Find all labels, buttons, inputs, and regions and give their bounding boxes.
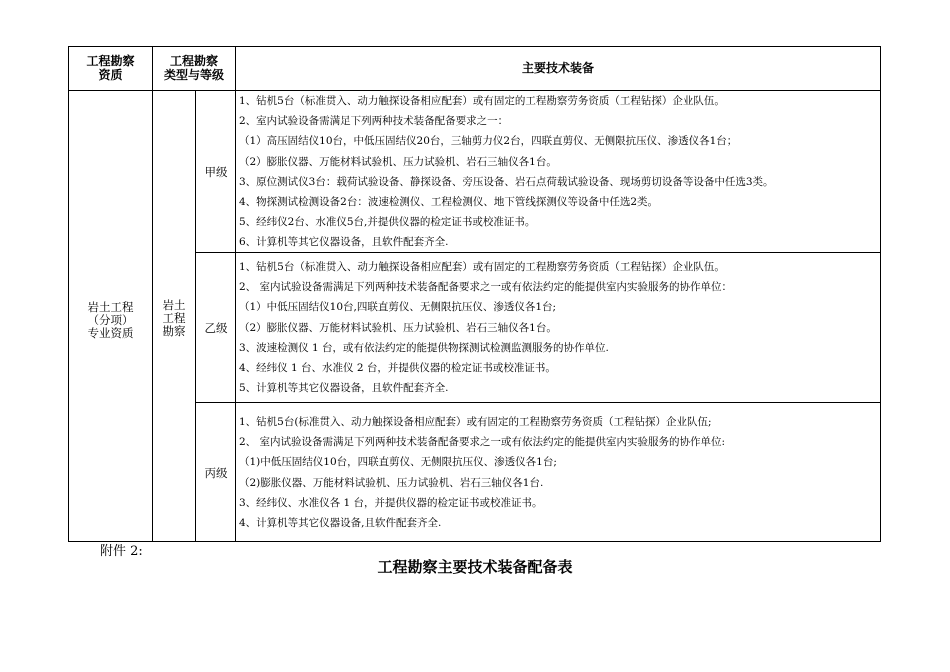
requirement-line: 4、物探测试检测设备2台：波速检测仪、工程检测仪、地下管线探测仪等设备中任选2类。 <box>239 195 659 208</box>
row-divider <box>195 402 880 403</box>
qualification-cell: 岩土工程 （分项） 专业资质 <box>87 300 134 340</box>
header-type-grade: 工程勘察 类型与等级 <box>163 54 224 82</box>
requirement-line: （2)膨胀仪器、万能材料试验机、压力试验机、岩石三轴仪各1台. <box>239 476 544 489</box>
grade-c-requirements <box>239 412 879 533</box>
type-cell: 岩土 工程 勘察 <box>162 298 186 338</box>
requirement-line: 2、 室内试验设备需满足下列两种技术装备配备要求之一或有依法约定的能提供室内实验服务的协作单位： <box>239 281 733 294</box>
requirement-line: 5、经纬仪2台、水准仪5台,并提供仪器的检定证书或校准证书。 <box>239 216 536 229</box>
requirement-line: 2、 室内试验设备需满足下列两种技术装备配备要求之一或有依法约定的能提供室内实验服务的协作单位: <box>239 436 726 449</box>
requirement-line: 4、经纬仪 1 台、水准仪 2 台，并提供仪器的检定证书或校准证书。 <box>239 361 556 374</box>
requirement-line: 3、原位测试仪3台：载荷试验设备、静探设备、旁压设备、岩石点荷载试验设备、现场剪切设备等设备中任选3类。 <box>239 175 774 188</box>
requirement-line: 2、室内试验设备需满足下列两种技术装备配备要求之一： <box>239 115 509 128</box>
grade-label-a: 甲级 <box>204 165 228 179</box>
requirement-line: 3、波速检测仪 1 台，或有依法约定的能提供物探测试检测监测服务的协作单位. <box>239 341 609 354</box>
requirement-line: 6、计算机等其它仪器设备，且软件配套齐全. <box>239 236 449 249</box>
requirement-line: （1）中低压固结仪10台,四联直剪仪、无侧限抗压仪、渗透仪各1台; <box>239 301 557 314</box>
annex-title: 工程勘察主要技术装备配备表 <box>377 558 573 576</box>
requirement-line: 1、钻机5台(标准贯入、动力触探设备相应配套）或有固定的工程勘察劳务资质（工程钻探）企业队伍; <box>239 416 712 428</box>
grade-label-b: 乙级 <box>204 321 228 335</box>
requirement-line: （1）高压固结仪10台，中低压固结仪20台，三轴剪力仪2台，四联直剪仪、无侧限抗压仪、渗透仪各1台； <box>239 135 738 148</box>
equipment-table <box>68 46 881 542</box>
annex-label: 附件 2: <box>100 544 143 559</box>
header-equipment: 主要技术装备 <box>521 61 594 75</box>
requirement-line: （2）膨胀仪器、万能材料试验机、压力试验机、岩石三轴仪各1台。 <box>239 321 557 334</box>
requirement-line: （2）膨胀仪器、万能材料试验机、压力试验机、岩石三轴仪各1台。 <box>239 155 557 168</box>
requirement-line: 3、经纬仪、水准仪各 1 台，并提供仪器的检定证书或校准证书。 <box>239 496 543 509</box>
grade-label-c: 丙级 <box>204 466 228 480</box>
requirement-line: 1、钻机5台（标准贯入、动力触探设备相应配套）或有固定的工程勘察劳务资质（工程钻探）企业队伍。 <box>239 95 725 107</box>
requirement-line: 4、计算机等其它仪器设备,且软件配套齐全. <box>239 516 442 529</box>
grade-a-requirements <box>239 91 879 253</box>
col-divider <box>152 47 153 541</box>
header-qualification: 工程勘察 资质 <box>86 54 135 82</box>
requirement-line: 1、钻机5台（标准贯入、动力触探设备相应配套）或有固定的工程勘察劳务资质（工程钻探）企业队伍。 <box>239 261 725 273</box>
requirement-line: （1)中低压固结仪10台，四联直剪仪、无侧限抗压仪、渗透仪各1台; <box>239 456 557 469</box>
requirement-line: 5、计算机等其它仪器设备，且软件配套齐全. <box>239 382 449 395</box>
grade-b-requirements <box>239 257 879 398</box>
